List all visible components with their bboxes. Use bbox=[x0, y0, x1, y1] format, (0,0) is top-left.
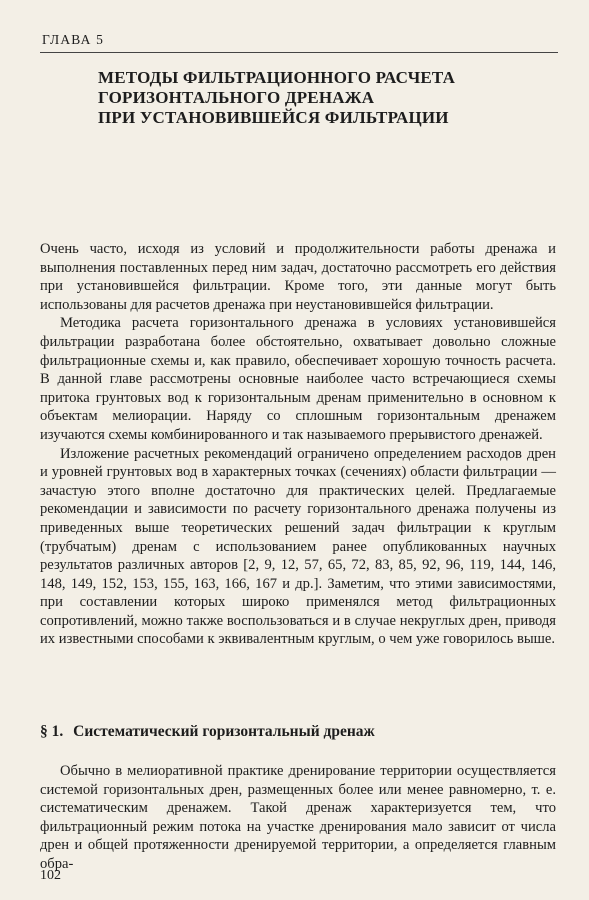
paragraph: Методика расчета горизонтального дренажа в условиях установившейся фильтрации разработана более обстоятельно, охватывает довольно сложные фильтрационные схемы и, как правило, обеспечивает хорошую точность расчета. В данной главе рассмотрены основные наиболее часто встречающиеся схемы притока грунтовых вод к горизонтальным дренам применительно в основном к объектам мелиорации. Наряду со сплошным горизонтальным дренажем изучаются схемы комбинированного и так называемого прерывистого дренажей. bbox=[40, 315, 556, 443]
chapter-title-line: ПРИ УСТАНОВИВШЕЙСЯ ФИЛЬТРАЦИИ bbox=[98, 108, 449, 127]
paragraph: Изложение расчетных рекомендаций ограничено определением расходов дрен и уровней грунтовых вод в характерных точках (сечениях) области фильтрации — зачастую этого вполне достаточно для практических целей. Предлагаемые рекомендации и зависимости по расчету горизонтального дренажа получены из приведенных выше теоретических решений задач фильтрации к круглым (трубчатым) дренам с использованием ранее опубликованных научных результатов различных авторов [2, 9, 12, 57, 65, 72, 83, 85, 92, 96, 119, 144, 146, 148, 149, 152, 153, 155, 163, 166, 167 и др.]. Заметим, что этими зависимостями, при составлении которых широко применялся метод фильтрационных сопротивлений, можно также воспользоваться и в случае некруглых дрен, приводя их известными способами к эквивалентным круглым, о чем уже говорилось выше. bbox=[40, 445, 556, 648]
section-text bbox=[40, 762, 556, 874]
page-number: 102 bbox=[40, 868, 61, 883]
section-number: § 1. bbox=[40, 723, 64, 740]
chapter-label: ГЛАВА 5 bbox=[42, 32, 105, 47]
section-title: Систематический горизонтальный дренаж bbox=[73, 723, 375, 740]
header-divider bbox=[40, 52, 558, 53]
paragraph: Обычно в мелиоративной практике дренирование территории осуществляется системой горизонтальных дрен, размещенных более или менее равномерно, т. е. систематическим дренажем. Такой дренаж характеризуется тем, что фильтрационный режим потока на участке дренирования мало зависит от числа дрен и общей протяженности дренируемой территории, а определяется главным обра- bbox=[40, 763, 556, 872]
chapter-title bbox=[98, 68, 538, 128]
paragraph: Очень часто, исходя из условий и продолжительности работы дренажа и выполнения поставленных перед ним задач, достаточно рассмотреть его действия при установившейся фильтрации. Кроме того, эти данные могут быть использованы для расчетов дренажа при неустановившейся фильтрации. bbox=[40, 241, 556, 313]
intro-text bbox=[40, 240, 556, 649]
chapter-title-line: ГОРИЗОНТАЛЬНОГО ДРЕНАЖА bbox=[98, 88, 375, 107]
chapter-title-line: МЕТОДЫ ФИЛЬТРАЦИОННОГО РАСЧЕТА bbox=[98, 68, 456, 87]
section-heading bbox=[40, 723, 375, 741]
